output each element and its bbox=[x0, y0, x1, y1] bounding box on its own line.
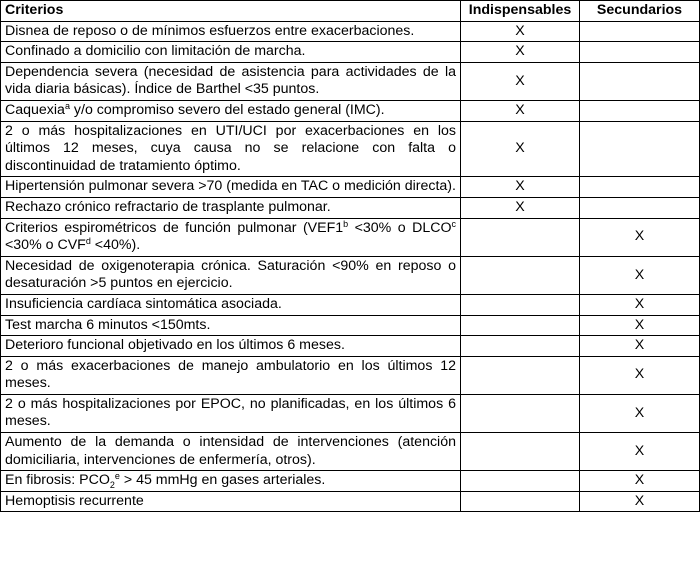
secundario-mark: X bbox=[580, 294, 700, 315]
criterion-text: Necesidad de oxigenoterapia crónica. Saturación <90% en reposo o desaturación >5 puntos en ejercicio. bbox=[1, 256, 461, 294]
indispensable-mark bbox=[461, 336, 580, 357]
table-row bbox=[1, 218, 700, 256]
secundario-mark bbox=[580, 121, 700, 177]
secundario-mark: X bbox=[580, 491, 700, 512]
table-row bbox=[1, 21, 700, 42]
table-row bbox=[1, 294, 700, 315]
table-row bbox=[1, 62, 700, 100]
indispensable-mark bbox=[461, 491, 580, 512]
secundario-mark: X bbox=[580, 356, 700, 394]
criterion-text: 2 o más hospitalizaciones por EPOC, no planificadas, en los últimos 6 meses. bbox=[1, 394, 461, 432]
table-row bbox=[1, 121, 700, 177]
table-row bbox=[1, 394, 700, 432]
indispensable-mark: X bbox=[461, 177, 580, 198]
criterion-text: 2 o más hospitalizaciones en UTI/UCI por exacerbaciones en los últimos 12 meses, cuya causa no se relacione con falta o discontinuidad de tratamiento óptimo. bbox=[1, 121, 461, 177]
table-row bbox=[1, 197, 700, 218]
indispensable-mark: X bbox=[461, 62, 580, 100]
indispensable-mark bbox=[461, 315, 580, 336]
indispensable-mark bbox=[461, 218, 580, 256]
indispensable-mark bbox=[461, 356, 580, 394]
criterion-text: Caquexia$^a$ y/o compromiso severo del estado general (IMC). bbox=[1, 100, 461, 121]
criterion-text: Aumento de la demanda o intensidad de intervenciones (atención domiciliaria, intervenciones de enfermería, otros). bbox=[1, 433, 461, 471]
criterion-text: Deterioro funcional objetivado en los últimos 6 meses. bbox=[1, 336, 461, 357]
criterion-text: Dependencia severa (necesidad de asistencia para actividades de la vida diaria básicas). Índice de Barthel <35 puntos. bbox=[1, 62, 461, 100]
table-row bbox=[1, 100, 700, 121]
criterion-text: En fibrosis: $PCO_2^e > 45$ mmHg en gases arteriales. bbox=[1, 471, 461, 492]
secundario-mark: X bbox=[580, 433, 700, 471]
secundario-mark: X bbox=[580, 256, 700, 294]
indispensable-mark: X bbox=[461, 100, 580, 121]
header-criterios: Criterios bbox=[1, 1, 461, 22]
criterion-text: Criterios espirométricos de función pulmonar ($VEF1^b <30\%$ o $DLCO^c <30\%$ o $CVF^d <40\%$). bbox=[1, 218, 461, 256]
indispensable-mark bbox=[461, 471, 580, 492]
table-row bbox=[1, 491, 700, 512]
secundario-mark: X bbox=[580, 394, 700, 432]
criterion-text: 2 o más exacerbaciones de manejo ambulatorio en los últimos 12 meses. bbox=[1, 356, 461, 394]
secundario-mark bbox=[580, 21, 700, 42]
table-row bbox=[1, 256, 700, 294]
table-row bbox=[1, 315, 700, 336]
indispensable-mark bbox=[461, 256, 580, 294]
header-row bbox=[1, 1, 700, 22]
secundario-mark bbox=[580, 42, 700, 63]
secundario-mark bbox=[580, 177, 700, 198]
secundario-mark bbox=[580, 100, 700, 121]
indispensable-mark: X bbox=[461, 42, 580, 63]
indispensable-mark: X bbox=[461, 121, 580, 177]
table-body bbox=[1, 21, 700, 512]
indispensable-mark bbox=[461, 394, 580, 432]
indispensable-mark bbox=[461, 294, 580, 315]
criterion-text: Disnea de reposo o de mínimos esfuerzos entre exacerbaciones. bbox=[1, 21, 461, 42]
criterion-text: Hipertensión pulmonar severa >70 (medida en TAC o medición directa). bbox=[1, 177, 461, 198]
criterion-text: Confinado a domicilio con limitación de marcha. bbox=[1, 42, 461, 63]
table-row bbox=[1, 336, 700, 357]
table-row bbox=[1, 471, 700, 492]
header-secundarios: Secundarios bbox=[580, 1, 700, 22]
indispensable-mark bbox=[461, 433, 580, 471]
secundario-mark: X bbox=[580, 315, 700, 336]
secundario-mark: X bbox=[580, 336, 700, 357]
table-row bbox=[1, 177, 700, 198]
secundario-mark: X bbox=[580, 218, 700, 256]
indispensable-mark: X bbox=[461, 21, 580, 42]
criterion-text: Insuficiencia cardíaca sintomática asociada. bbox=[1, 294, 461, 315]
header-indispensables: Indispensables bbox=[461, 1, 580, 22]
table-row bbox=[1, 356, 700, 394]
indispensable-mark: X bbox=[461, 197, 580, 218]
criterion-text: Test marcha 6 minutos <150mts. bbox=[1, 315, 461, 336]
table-row bbox=[1, 42, 700, 63]
criterion-text: Hemoptisis recurrente bbox=[1, 491, 461, 512]
secundario-mark: X bbox=[580, 471, 700, 492]
table-row bbox=[1, 433, 700, 471]
criterion-text: Rechazo crónico refractario de trasplante pulmonar. bbox=[1, 197, 461, 218]
secundario-mark bbox=[580, 62, 700, 100]
secundario-mark bbox=[580, 197, 700, 218]
